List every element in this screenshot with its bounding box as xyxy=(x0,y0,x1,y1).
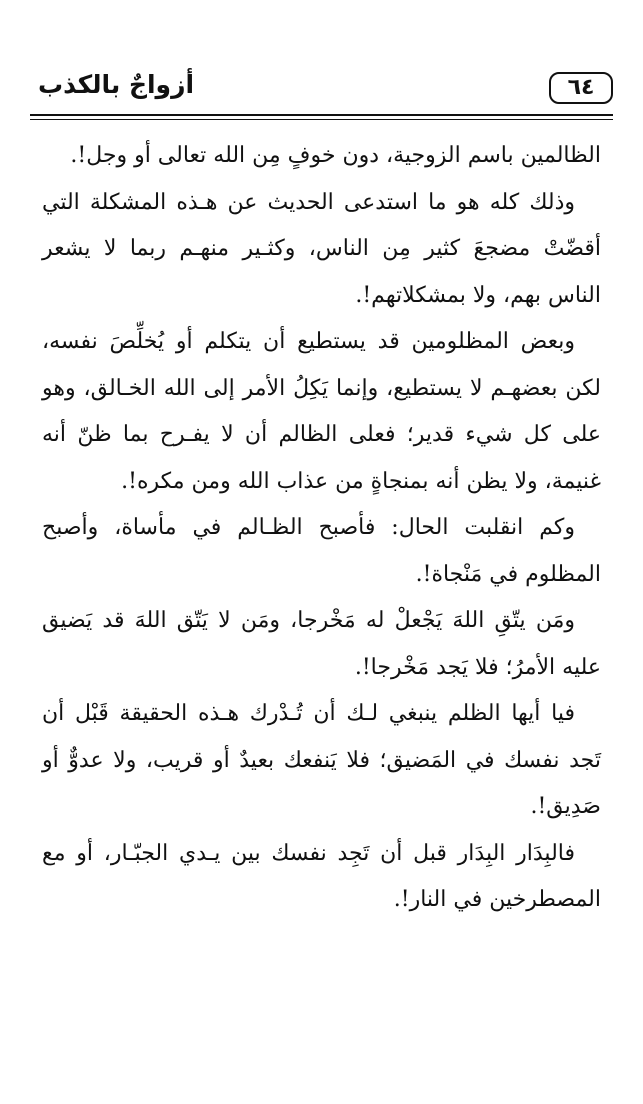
paragraph: ومَن يتّقِ اللهَ يَجْعلْ له مَخْرجا، ومَن لا يَتّق اللهَ قد يَضيق عليه الأمرُ؛ فلا يَجد مَخْرجا!. xyxy=(42,608,601,680)
paragraph: فالبِدَار البِدَار قبل أن تَجِد نفسك بين يـدي الجبّـار، أو مع المصطرخين في النار!. xyxy=(42,840,601,912)
paragraph: وكم انقلبت الحال: فأصبح الظـالم في مأساة، وأصبح المظلوم في مَنْجاة!. xyxy=(42,515,601,587)
paragraph: وذلك كله هو ما استدعى الحديث عن هـذه المشكلة التي أقضّتْ مضجعَ كثير مِن الناس، وكثـير منهـم ربما لا يشعر الناس بهم، ولا بمشكلاتهم!. xyxy=(42,189,601,308)
page-header xyxy=(30,62,613,106)
paragraph-continuation: الظالمين باسم الزوجية، دون خوفٍ مِن الله تعالى أو وجل!. xyxy=(70,143,601,168)
header-rule xyxy=(30,114,613,116)
paragraph: وبعض المظلومين قد يستطيع أن يتكلم أو يُخلِّصَ نفسه، لكن بعضهـم لا يستطيع، وإنما يَكِلُ الأمر إلى الله الخـالق، وهو على كل شيء قدير؛ فعلى الظالم أن لا يفـرح بما ظنّ أنه غنيمة، ولا يظن أنه بمنجاةٍ من عذاب الله ومن مكره!. xyxy=(42,329,601,494)
page-number: ٦٤ xyxy=(549,72,613,104)
running-title: أزواجٌ بالكذب xyxy=(38,70,195,99)
header-rule-thin xyxy=(30,119,613,120)
paragraph: فيا أيها الظلم ينبغي لـك أن تُـدْرك هـذه الحقيقة قَبْل أن تَجد نفسك في المَضيق؛ فلا يَنفعك بعيدٌ أو قريب، ولا عدوٌّ أو صَدِيق!. xyxy=(42,701,601,819)
body-text xyxy=(42,133,601,924)
